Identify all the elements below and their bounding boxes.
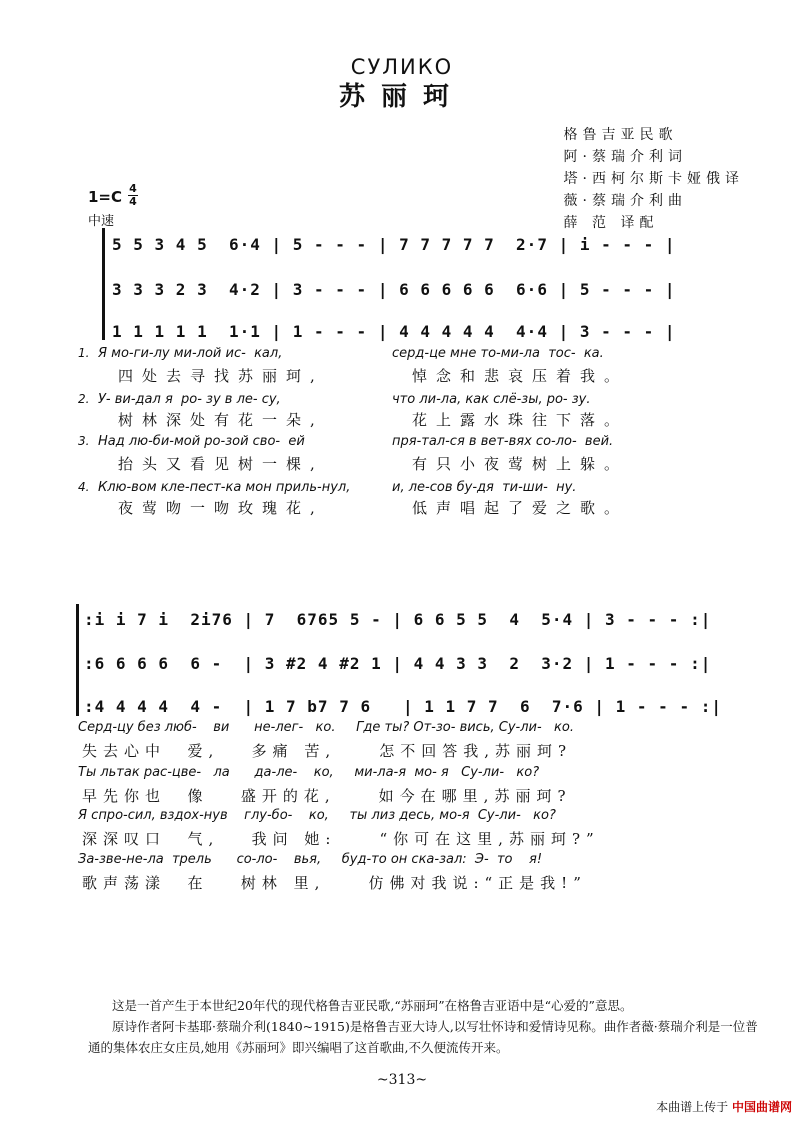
lyric-chinese: 失去心中 爱, 多痛 苦, 怎不回答我,苏丽珂? [82, 742, 573, 760]
verse-number: 3. [78, 434, 90, 448]
footer-text: 本曲谱上传于 [656, 1100, 729, 1114]
time-signature [128, 184, 138, 207]
tempo-marking: 中速 [88, 214, 115, 229]
verse-number: 4. [78, 480, 90, 494]
lyric-russian: Клю-вом кле-пест-ка мон приль-нул, [98, 480, 351, 495]
lyric-chinese: 有只小夜莺树上躲。 [412, 455, 629, 473]
time-bottom: 4 [129, 195, 137, 208]
lyric-chinese: 早先你也 像 盛开的花, 如今在哪里,苏丽珂? [82, 787, 572, 805]
staff-line-soprano: :i i 7 i 2i76 | 7 6765 5 - | 6 6 5 5 4 5·4 | 3 - - - :| [84, 610, 712, 629]
lyric-russian: Я спро-сил, вздох-нув глу-бо- ко, ты лиз десь, мо-я Су-ли- ко? [78, 808, 556, 823]
source-footer [656, 1098, 792, 1115]
time-top: 4 [129, 182, 137, 195]
credit-line: 薇·蔡瑞介利曲 [563, 193, 687, 209]
verse-number: 2. [78, 392, 90, 406]
lyric-chinese: 抬头又看见树一棵, [118, 455, 324, 473]
credit-line: 阿·蔡瑞介利词 [563, 149, 687, 165]
note-paragraph: 原诗作者阿卡基耶·蔡瑞介利(1840~1915)是格鲁吉亚大诗人,以写壮怀诗和爱情诗见称。曲作者薇·蔡瑞介利是一位普通的集体农庄女庄员,她用《苏丽珂》即兴编唱了这首歌曲,不久便流传开来。 [88, 1019, 758, 1055]
site-logo: 中国曲谱网 [731, 1100, 792, 1114]
credit-line: 薛 范 译配 [563, 215, 659, 231]
lyric-chinese: 低声唱起了爱之歌。 [412, 499, 629, 517]
credit-line: 格鲁吉亚民歌 [563, 127, 678, 143]
lyric-russian: Ты льтак рас-цве- ла да-ле- ко, ми-ла-я мо- я Су-ли- ко? [78, 765, 540, 780]
system-bracket [76, 604, 79, 716]
credit-line: 塔·西柯尔斯卡娅俄译 [563, 171, 744, 187]
lyric-chinese: 花上露水珠往下落。 [412, 411, 629, 429]
lyric-chinese: 悼念和悲哀压着我。 [412, 367, 629, 385]
note-paragraph: 这是一首产生于本世纪20年代的现代格鲁吉亚民歌,“苏丽珂”在格鲁吉亚语中是“心爱的”意思。 [112, 998, 633, 1013]
verse-number: 1. [78, 346, 90, 360]
staff-line-alto: :6 6 6 6 6 - | 3 #2 4 #2 1 | 4 4 3 3 2 3·2 | 1 - - - :| [84, 654, 712, 673]
lyric-russian: За-зве-не-ла трель со-ло- вья, буд-то он ска-зал: Э- то я! [78, 852, 543, 867]
lyric-russian: что ли-ла, как слё-зы, ро- зу. [392, 392, 591, 407]
lyric-chinese: 四处去寻找苏丽珂, [118, 367, 324, 385]
lyric-russian: Я мо-ги-лу ми-лой ис- кал, [98, 346, 283, 361]
lyric-russian: Над лю-би-мой ро-зой сво- ей [98, 434, 305, 449]
system-bracket [102, 228, 105, 340]
lyric-chinese: 深深叹口 气, 我问 她: “你可在这里,苏丽珂?” [82, 830, 600, 848]
lyric-chinese: 歌声荡漾 在 树林 里, 仿佛对我说:“正是我!” [82, 874, 587, 892]
lyric-russian: У- ви-дал я ро- зу в ле- су, [98, 392, 281, 407]
explanatory-note [88, 995, 758, 1058]
credits-block [564, 124, 744, 234]
lyric-russian: Серд-цу без люб- ви не-лег- ко. Где ты? От-зо- вись, Су-ли- ко. [78, 720, 574, 735]
staff-line-bass: :4 4 4 4 4 - | 1 7 b7 7 6 | 1 1 7 7 6 7·6 | 1 - - - :| [84, 697, 722, 716]
lyric-russian: пря-тал-ся в вет-вях со-ло- вей. [392, 434, 614, 449]
staff-line-alto: 3 3 3 2 3 4·2 | 3 - - - | 6 6 6 6 6 6·6 | 5 - - - | [112, 280, 676, 299]
page-number: ~313~ [376, 1072, 428, 1088]
lyric-chinese: 树林深处有花一朵, [118, 411, 324, 429]
staff-line-soprano: 5 5 3 4 5 6·4 | 5 - - - | 7 7 7 7 7 2·7 | i - - - | [112, 235, 676, 254]
song-title-russian: СУЛИКО [350, 55, 454, 79]
song-title-chinese: 苏丽珂 [338, 82, 465, 112]
lyric-russian: и, ле-сов бу-дя ти-ши- ну. [392, 480, 577, 495]
lyric-russian: серд-це мне то-ми-ла тос- ка. [392, 346, 604, 361]
staff-line-bass: 1 1 1 1 1 1·1 | 1 - - - | 4 4 4 4 4 4·4 | 3 - - - | [112, 322, 676, 341]
lyric-chinese: 夜莺吻一吻玫瑰花, [118, 499, 324, 517]
key-signature: 1=C [88, 188, 123, 206]
